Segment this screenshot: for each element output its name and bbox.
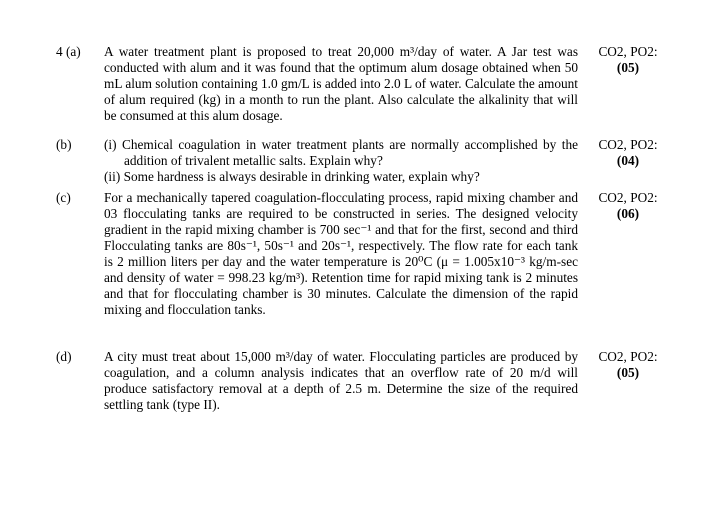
question-text: A water treatment plant is proposed to treat 20,000 m³/day of water. A Jar test was conducted with alum and it was found that the optimum alum dosage obtained when 50 mL alum solution containing 1.0 gm/L is added into 2.0 L of water. Calculate the amount of alum required (kg) in a month to run the plant. Also calculate the alkalinity that will be consumed at this alum dosage.: [104, 44, 578, 123]
question-text: For a mechanically tapered coagulation-flocculating process, rapid mixing chamber and 03 flocculating tanks are required to be constructed in series. The designed velocity gradient in the rapid mixing chamber is 700 sec⁻¹ and that for the first, second and third Flocculating tanks are 80s⁻¹, 50s⁻¹ and 20s⁻¹, respectively. The flow rate for each tank is 2 million liters per day and the water temperature is 20⁰C (μ = 1.005x10⁻³ kg/m-sec and density of water = 998.23 kg/m³). Retention time for rapid mixing tank is 2 minutes and that for flocculating chamber is 30 minutes. Calculate the dimension of the rapid mixing and flocculation tanks.: [104, 190, 578, 317]
co-po-label: CO2, PO2:: [598, 137, 658, 152]
outcome-marks: [590, 137, 666, 169]
question-text: A city must treat about 15,000 m³/day of water. Flocculating particles are produced by coagulation, and a column analysis indicates that an overflow rate of 20 m/d will produce satisfactory removal at a depth of 2.5 m. Determine the size of the required settling tank (type II).: [104, 349, 578, 412]
marks-value: (04): [616, 153, 640, 168]
co-po-label: CO2, PO2:: [598, 190, 658, 205]
question-number: 4 (a): [56, 44, 81, 59]
co-po-label: CO2, PO2:: [598, 44, 658, 59]
question-number: (b): [56, 137, 72, 152]
marks-value: (05): [616, 60, 640, 75]
question-part-i: (i) Chemical coagulation in water treatment plants are normally accomplished by the addition of trivalent metallic salts. Explain why?: [104, 137, 578, 168]
question-part-ii: (ii) Some hardness is always desirable in drinking water, explain why?: [104, 169, 480, 184]
outcome-marks: [590, 349, 666, 381]
question-parts: [104, 137, 578, 185]
co-po-label: CO2, PO2:: [598, 349, 658, 364]
question-number: (d): [56, 349, 72, 364]
outcome-marks: [590, 44, 666, 76]
marks-value: (05): [616, 365, 640, 380]
marks-value: (06): [616, 206, 640, 221]
outcome-marks: [590, 190, 666, 222]
question-number: (c): [56, 190, 71, 205]
